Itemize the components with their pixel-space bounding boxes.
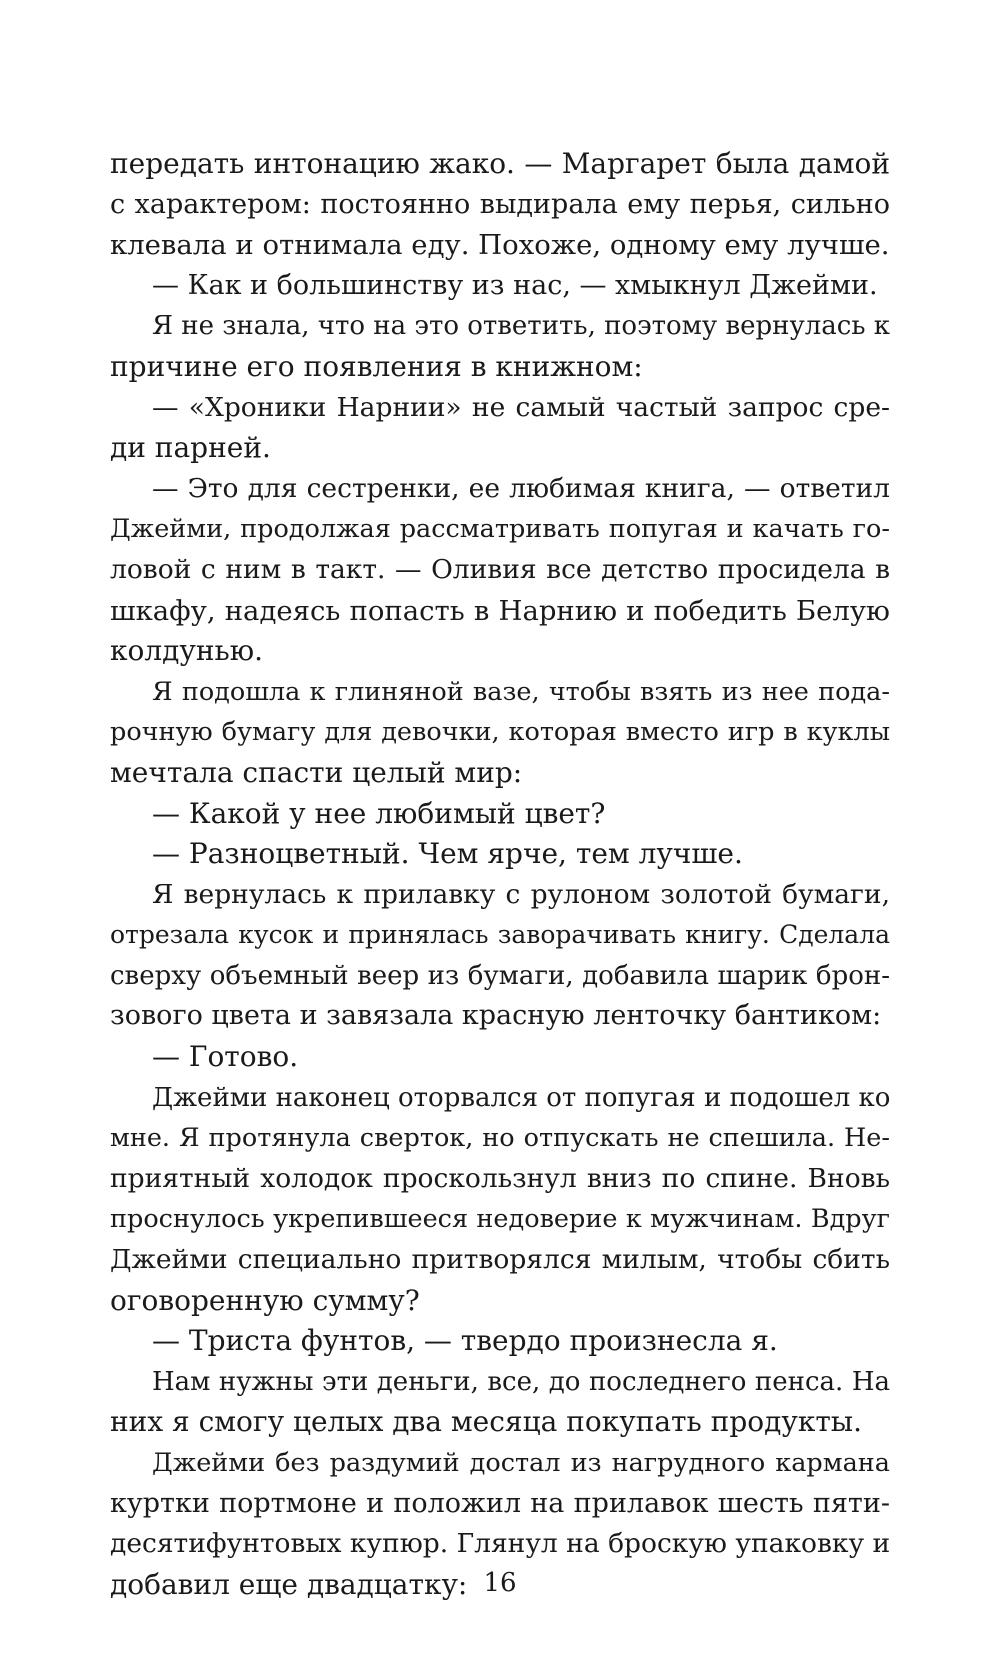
text-line: десятифунтовых купюр. Глянул на броскую упаковку и xyxy=(110,1528,891,1560)
text-line: сверху объемный веер из бумаги, добавила шарик брон- xyxy=(110,960,890,991)
text-line: передать интонацию жако. — Маргарет была дамой xyxy=(110,147,890,180)
text-line: мечтала спасти целый мир: xyxy=(110,755,523,789)
text-line: Джейми специально притворялся милым, чтобы сбить xyxy=(110,1244,890,1276)
text-line: — Как и большинству из нас, — хмыкнул Джейми. xyxy=(152,269,878,301)
text-line: Джейми, продолжая рассматривать попугая и качать го- xyxy=(110,514,890,545)
text-line: клевала и отнимала еду. Похоже, одному ему лучше. xyxy=(110,229,890,262)
text-line: Я не знала, что на это ответить, поэтому вернулась к xyxy=(152,311,891,342)
text-line: ди парней. xyxy=(110,431,271,465)
text-line: — Какой у нее любимый цвет? xyxy=(152,796,606,830)
text-line: оговоренную сумму? xyxy=(110,1283,420,1317)
text-line: отрезала кусок и принялась заворачивать книгу. Сделала xyxy=(110,920,890,950)
text-line: них я смогу целых два месяца покупать продукты. xyxy=(110,1405,862,1439)
page-number: 16 xyxy=(483,1568,517,1598)
text-line: — Триста фунтов, — твердо произнесла я. xyxy=(152,1324,778,1358)
text-line: причине его появления в книжном: xyxy=(110,349,643,383)
text-line: — «Хроники Нарнии» не самый частый запрос сре- xyxy=(152,391,890,423)
text-line: приятный холодок проскользнул вниз по спине. Вновь xyxy=(110,1162,890,1194)
text-line: проснулось укрепившееся недоверие к мужчинам. Вдруг xyxy=(110,1204,890,1235)
text-line: — Разноцветный. Чем ярче, тем лучше. xyxy=(152,837,743,871)
text-line: колдунью. xyxy=(110,634,264,668)
text-line: Я подошла к глиняной вазе, чтобы взять из нее пода- xyxy=(152,676,890,707)
text-line: Я вернулась к прилавку с рулоном золотой бумаги, xyxy=(152,878,890,910)
text-line: с характером: постоянно выдирала ему перья, сильно xyxy=(110,188,890,220)
text-line: — Это для сестренки, ее любимая книга, — ответил xyxy=(152,472,890,504)
text-line: шкафу, надеясь попасть в Нарнию и победить Белую xyxy=(110,594,890,627)
text-line: рочную бумагу для девочки, которая вместо игр в куклы xyxy=(110,717,890,748)
text-line: ловой с ним в такт. — Оливия все детство просидела в xyxy=(110,553,890,585)
text-line: Джейми без раздумий достал из нагрудного кармана xyxy=(152,1448,890,1478)
text-line: мне. Я протянула сверток, но отпускать не спешила. Не- xyxy=(110,1123,890,1154)
body-text xyxy=(110,144,890,1605)
text-line: куртки портмоне и положил на прилавок шесть пяти- xyxy=(110,1487,890,1519)
text-line: зового цвета и завязала красную ленточку бантиком: xyxy=(110,1000,882,1032)
text-line: — Готово. xyxy=(152,1040,299,1074)
text-line: Нам нужны эти деньги, все, до последнего пенса. На xyxy=(152,1366,890,1397)
text-line: Джейми наконец оторвался от попугая и подошел ко xyxy=(152,1082,891,1113)
text-line: добавил еще двадцатку: xyxy=(110,1567,468,1601)
